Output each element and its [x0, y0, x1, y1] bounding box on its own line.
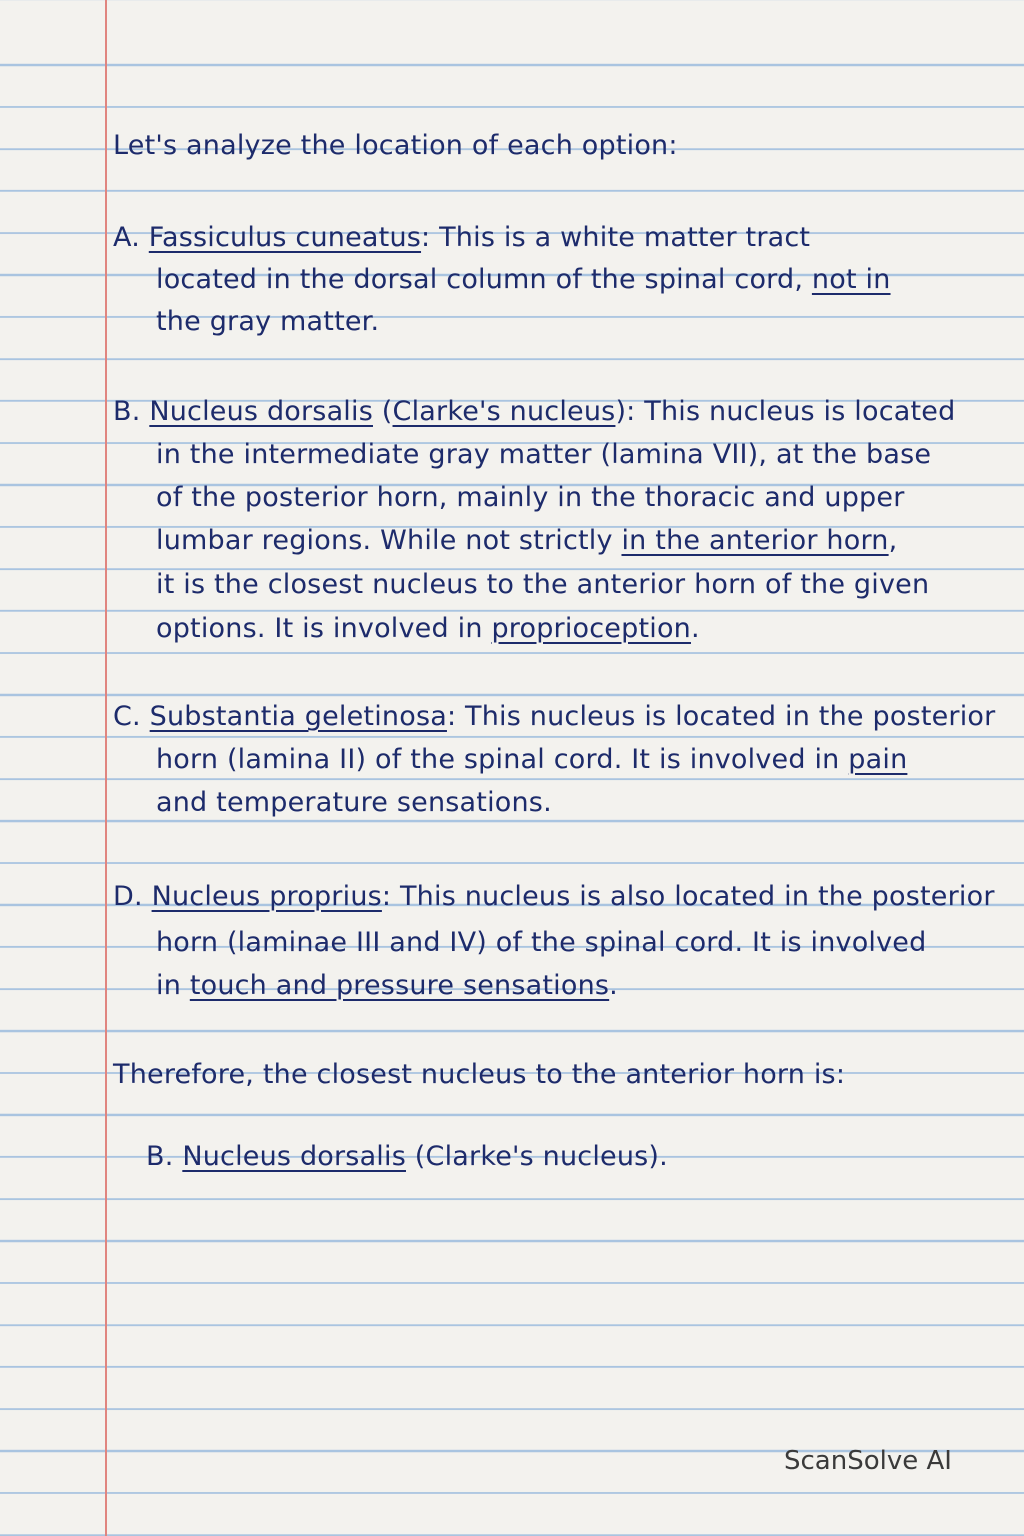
option-a-line-2: located in the dorsal column of the spinal cord, not in — [156, 264, 891, 295]
option-a-name: Fassiculus cuneatus — [148, 222, 422, 253]
option-b-alt-name: Clarke's nucleus — [392, 396, 616, 427]
option-b-name: Nucleus dorsalis — [149, 396, 373, 427]
option-a-letter: A. — [113, 222, 140, 253]
option-d-emphasis: touch and pressure sensations — [189, 970, 610, 1001]
option-b-letter: B. — [113, 396, 141, 427]
option-b-line-5: it is the closest nucleus to the anterior horn of the given — [156, 569, 930, 600]
option-b-line-1: B. Nucleus dorsalis (Clarke's nucleus): This nucleus is located — [113, 396, 956, 427]
answer-line: B. Nucleus dorsalis (Clarke's nucleus). — [146, 1141, 668, 1172]
intro-text: Let's analyze the location of each option: — [113, 130, 678, 161]
option-c-letter: C. — [113, 701, 141, 732]
option-d-letter: D. — [113, 881, 143, 912]
option-b-line-2: in the intermediate gray matter (lamina VII), at the base — [156, 439, 932, 470]
option-d-line-3: in touch and pressure sensations. — [156, 970, 618, 1001]
option-b-emphasis-anterior: in the anterior horn — [621, 525, 889, 556]
answer-letter: B. — [146, 1141, 174, 1172]
option-d-name: Nucleus proprius — [151, 881, 382, 912]
option-d-line-2: horn (laminae III and IV) of the spinal cord. It is involved — [156, 927, 927, 958]
option-b-line-3: of the posterior horn, mainly in the thoracic and upper — [156, 482, 905, 513]
option-a-emphasis: not in — [811, 264, 891, 295]
option-b-line-6: options. It is involved in proprioception. — [156, 613, 700, 644]
option-a-line-3: the gray matter. — [156, 306, 380, 337]
option-d-line-1: D. Nucleus proprius: This nucleus is also located in the posterior — [113, 881, 995, 912]
option-c-line-2: horn (lamina II) of the spinal cord. It is involved in pain — [156, 744, 908, 775]
scansolve-watermark: ScanSolve AI — [784, 1446, 952, 1476]
option-c-emphasis: pain — [848, 744, 908, 775]
option-b-emphasis-proprioception: proprioception — [491, 613, 691, 644]
option-c-name: Substantia geletinosa — [149, 701, 447, 732]
option-c-line-1: C. Substantia geletinosa: This nucleus is located in the posterior — [113, 701, 996, 732]
option-c-line-3: and temperature sensations. — [156, 787, 552, 818]
option-b-line-4: lumbar regions. While not strictly in the anterior horn, — [156, 525, 898, 556]
answer-name: Nucleus dorsalis — [182, 1141, 406, 1172]
option-a-line-1: A. Fassiculus cuneatus: This is a white matter tract — [113, 222, 811, 253]
conclusion-text: Therefore, the closest nucleus to the anterior horn is: — [113, 1059, 846, 1090]
